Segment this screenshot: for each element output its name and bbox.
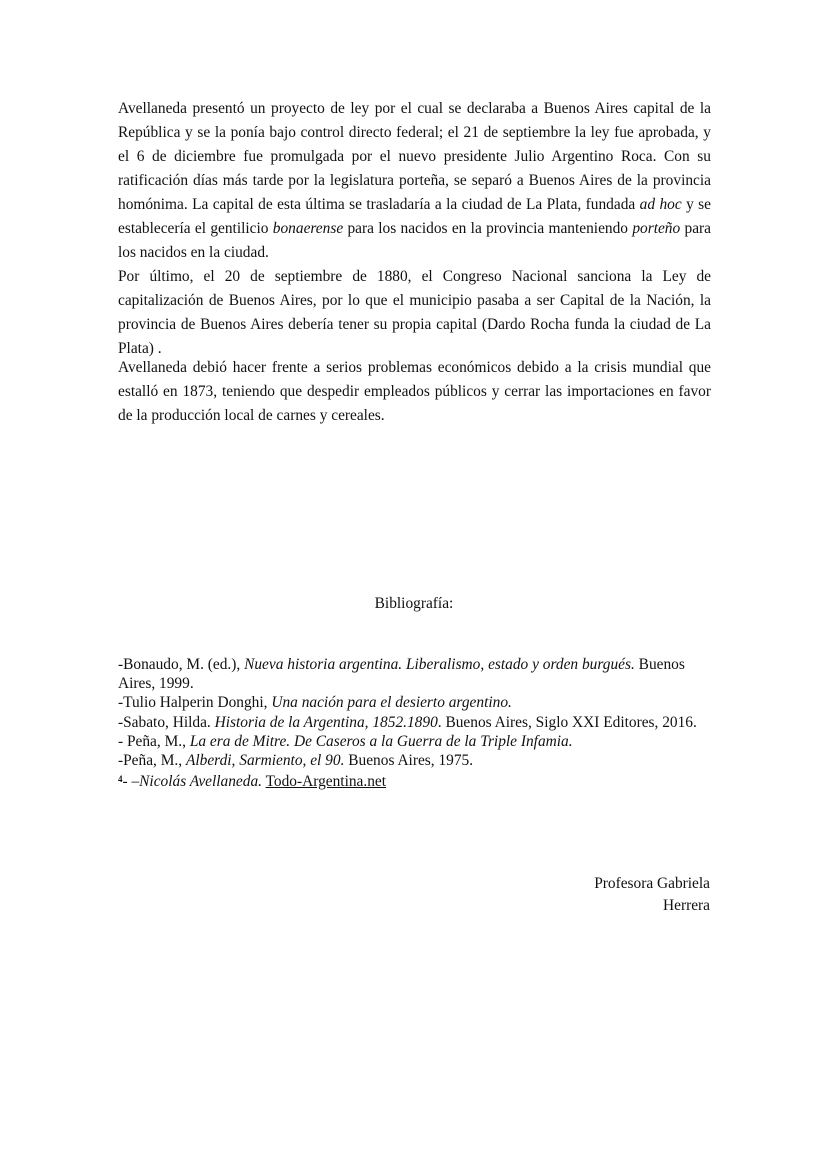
paragraph-text: y se establecería el gentilicio bbox=[118, 196, 712, 237]
entry-author: - Peña, M., bbox=[118, 732, 190, 750]
footnote-marker: 4 bbox=[118, 774, 123, 785]
paragraph-capitalization-law bbox=[118, 97, 711, 265]
signature-line: Profesora Gabriela bbox=[594, 875, 710, 892]
signature-block bbox=[594, 873, 710, 917]
bibliography-title: Bibliografía: bbox=[374, 595, 454, 612]
entry-author: -Tulio Halperin Donghi, bbox=[118, 694, 272, 712]
source-link[interactable]: Todo-Argentina.net bbox=[265, 773, 387, 791]
italic-term: bonaerense bbox=[272, 220, 344, 237]
bibliography-list bbox=[118, 655, 711, 791]
bibliography-entry bbox=[118, 655, 711, 693]
paragraph-economic-crisis: Avellaneda debió hacer frente a serios problemas económicos debido a la crisis mundial que estalló en 1873, teniendo que despedir empleados públicos y cerrar las importaciones en favor de la producción local de carnes y cereales. bbox=[118, 359, 711, 424]
paragraph-text: para los nacidos en la ciudad. bbox=[118, 220, 711, 261]
entry-title: La era de Mitre. De Caseros a la Guerra de la Triple Infamia. bbox=[189, 732, 573, 750]
entry-author: -Sabato, Hilda. bbox=[118, 713, 215, 731]
entry-publication: . Buenos Aires, Siglo XXI Editores, 2016. bbox=[437, 713, 697, 731]
entry-prefix: - – bbox=[122, 773, 140, 791]
bibliography-entry-web bbox=[118, 770, 711, 791]
entry-title: Nicolás Avellaneda. bbox=[139, 773, 262, 791]
entry-author: -Bonaudo, M. (ed.), bbox=[118, 656, 245, 673]
entry-title: Nueva historia argentina. Liberalismo, estado y orden burgués. bbox=[244, 656, 635, 673]
entry-publication: Buenos Aires, 1999. bbox=[118, 656, 685, 693]
bibliography-entry bbox=[118, 693, 711, 712]
entry-title: Historia de la Argentina, 1852.1890 bbox=[214, 713, 438, 731]
italic-term: porteño bbox=[632, 220, 681, 237]
entry-title: Alberdi, Sarmiento, el 90. bbox=[185, 752, 345, 770]
bibliography-entry bbox=[118, 732, 711, 751]
paragraph-text: Avellaneda presentó un proyecto de ley por el cual se declaraba a Buenos Aires capital de la República y se la ponía bajo control directo federal; el 21 de septiembre la ley fue aprobada, y el 6 de diciembre fue promulgada por el nuevo presidente Julio Argentino Roca. Con su ratificación días más tarde por la legislatura porteña, se separó a Buenos Aires de la provincia homónima. La capital de esta última se trasladaría a la ciudad de La Plata, fundada bbox=[118, 100, 711, 213]
italic-term: ad hoc bbox=[639, 196, 682, 213]
entry-author: -Peña, M., bbox=[118, 752, 186, 770]
paragraph-text: para los nacidos en la provincia manteniendo bbox=[343, 220, 633, 237]
signature-line: Herrera bbox=[663, 897, 710, 914]
entry-publication: Buenos Aires, 1975. bbox=[344, 752, 474, 770]
paragraph-congress-1880: Por último, el 20 de septiembre de 1880, el Congreso Nacional sanciona la Ley de capitalización de Buenos Aires, por lo que el municipio pasaba a ser Capital de la Nación, la provincia de Buenos Aires debería tener su propia capital (Dardo Rocha funda la ciudad de La Plata) . bbox=[118, 268, 711, 357]
bibliography-entry bbox=[118, 713, 711, 732]
entry-title: Una nación para el desierto argentino. bbox=[271, 694, 512, 712]
bibliography-entry bbox=[118, 751, 711, 770]
